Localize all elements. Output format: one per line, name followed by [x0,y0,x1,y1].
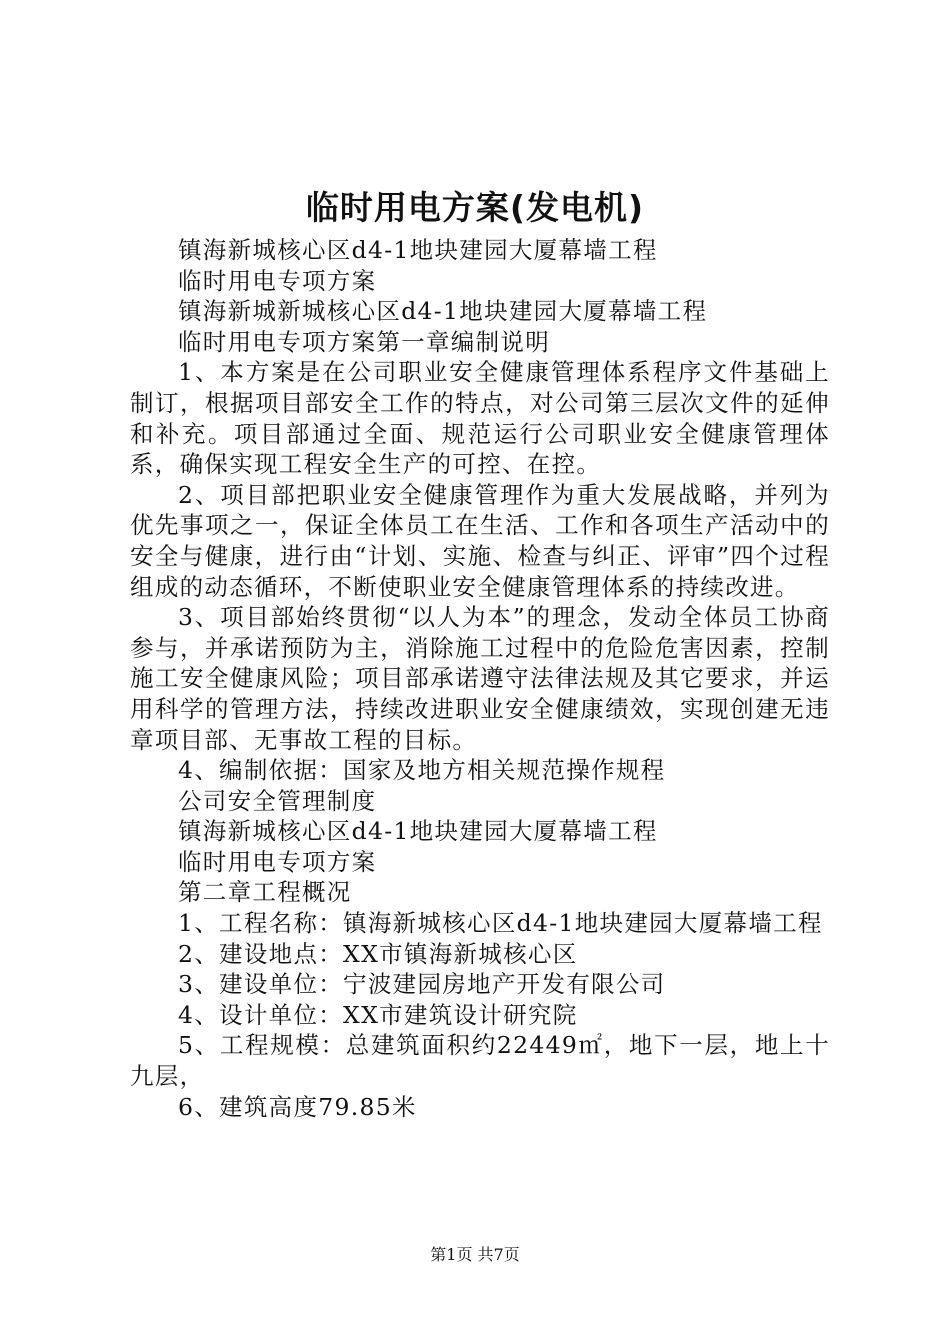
paragraph: 1、本方案是在公司职业安全健康管理体系程序文件基础上制订，根据项目部安全工作的特点，对公司第三层次文件的延伸和补充。项目部通过全面、规范运行公司职业安全健康管理体系，确保实现工程安全生产的可控、在控。 [130,358,830,479]
paragraph: 镇海新城新城核心区d4-1地块建园大厦幕墙工程 [178,297,708,326]
paragraph: 临时用电专项方案 [178,266,377,295]
paragraph: 临时用电专项方案 [178,847,377,876]
paragraph: 1、工程名称：镇海新城核心区d4-1地块建园大厦幕墙工程 [178,909,823,938]
paragraph: 2、项目部把职业安全健康管理作为重大发展战略，并列为优先事项之一，保证全体员工在生活、工作和各项生产活动中的安全与健康，进行由“计划、实施、检查与纠正、评审”四个过程组成的动态循环，不断使职业安全健康管理体系的持续改进。 [130,480,830,601]
paragraph: 第二章工程概况 [178,878,352,907]
paragraph: 4、编制依据：国家及地方相关规范操作规程 [178,756,666,785]
paragraph: 镇海新城核心区d4-1地块建园大厦幕墙工程 [178,817,658,846]
paragraph: 临时用电专项方案第一章编制说明 [178,327,550,356]
paragraph: 3、项目部始终贯彻“以人为本”的理念，发动全体员工协商参与，并承诺预防为主，消除施工过程中的危险危害因素，控制施工安全健康风险；项目部承诺遵守法律法规及其它要求，并运用科学的管理方法，持续改进职业安全健康绩效，实现创建无违章项目部、无事故工程的目标。 [130,603,830,754]
paragraph: 2、建设地点：XX市镇海新城核心区 [178,939,578,968]
paragraph: 公司安全管理制度 [178,786,377,815]
paragraph: 5、工程规模：总建筑面积约22449㎡，地下一层，地上十九层， [130,1031,830,1091]
paragraph: 3、建设单位：宁波建园房地产开发有限公司 [178,970,666,999]
paragraph: 4、设计单位：XX市建筑设计研究院 [178,1000,578,1029]
page-footer: 第1页 共7页 [430,1245,520,1264]
paragraph: 镇海新城核心区d4-1地块建园大厦幕墙工程 [178,236,658,264]
paragraph: 6、建筑高度79.85米 [178,1092,417,1121]
document-body [130,235,830,1122]
document-title: 临时用电方案(发电机) [305,188,645,227]
